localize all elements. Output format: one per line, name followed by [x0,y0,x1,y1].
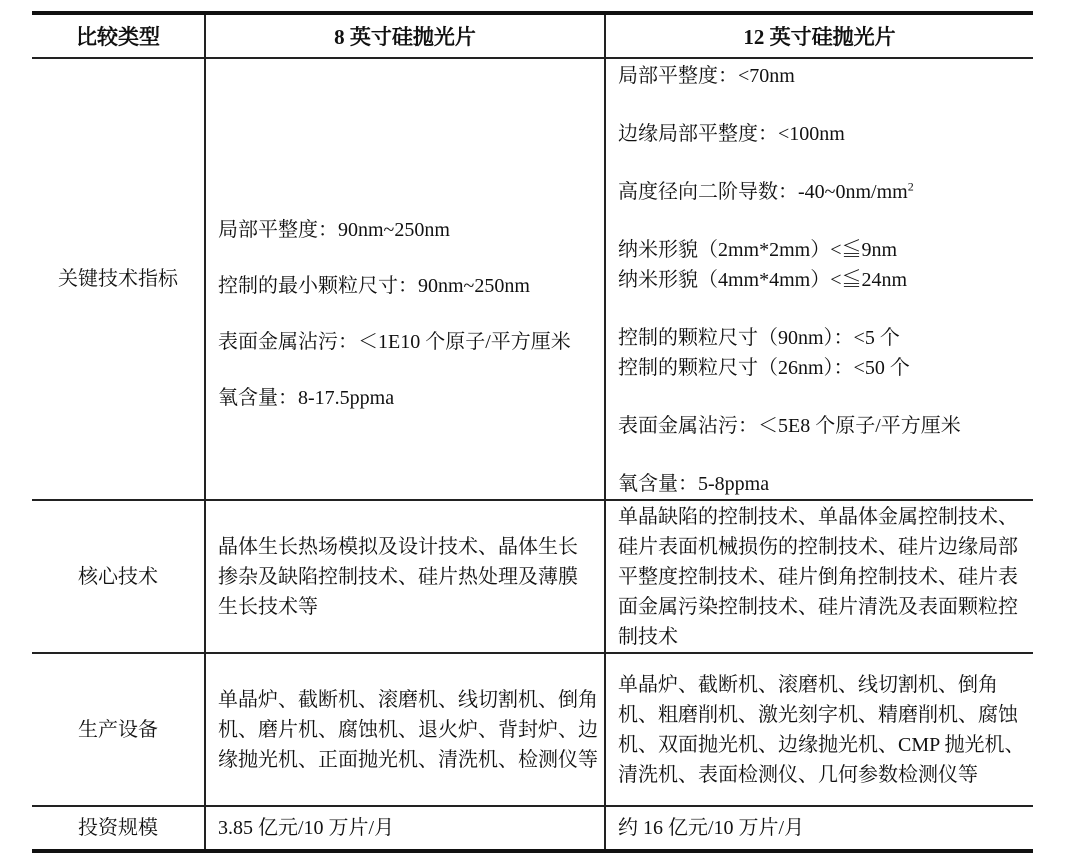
indicator-edge-flatness: 边缘局部平整度：<100nm [618,123,845,145]
row-investment-scale [32,806,1033,851]
category-key-tech-indicators: 关键技术指标 [32,58,205,500]
comparison-table [32,11,1033,853]
indicator-nano-topography-2mm: 纳米形貌（2mm*2mm）<≦9nm [618,239,898,261]
cell-12-inch-core-technology: 单晶缺陷的控制技术、单晶体金属控制技术、硅片表面机械损伤的控制技术、硅片边缘局部平整度控制技术、硅片倒角控制技术、硅片表面金属污染控制技术、硅片清洗及表面颗粒控制技术 [605,500,1033,653]
indicator-nano-topography-4mm: 纳米形貌（4mm*4mm）<≦24nm [618,269,908,291]
indicator-oxygen: 氧含量：8-17.5ppma [218,387,395,409]
category-core-technology: 核心技术 [32,500,205,653]
cell-12-inch-key-indicators [605,58,1033,500]
row-core-technology [32,500,1033,653]
row-production-equipment [32,653,1033,806]
indicator-flatness: 局部平整度：<70nm [618,65,795,87]
cell-8-inch-key-indicators [205,58,605,500]
indicator-min-particle: 控制的最小颗粒尺寸：90nm~250nm [218,275,530,297]
cell-12-inch-investment: 约 16 亿元/10 万片/月 [605,806,1033,851]
header-row [32,13,1033,58]
indicator-particle-90nm: 控制的颗粒尺寸（90nm）：<5 个 [618,327,900,349]
cell-12-inch-equipment: 单晶炉、截断机、滚磨机、线切割机、倒角机、粗磨削机、激光刻字机、精磨削机、腐蚀机、双面抛光机、边缘抛光机、CMP 抛光机、清洗机、表面检测仪、几何参数检测仪等 [605,653,1033,806]
cell-8-inch-core-technology: 晶体生长热场模拟及设计技术、晶体生长掺杂及缺陷控制技术、硅片热处理及薄膜生长技术等 [205,500,605,653]
indicator-metal-contamination: 表面金属沾污：＜1E10 个原子/平方厘米 [218,331,571,353]
indicator-oxygen: 氧含量：5-8ppma [618,473,770,495]
row-key-tech-indicators [32,58,1033,500]
header-comparison-type: 比较类型 [32,13,205,58]
category-investment-scale: 投资规模 [32,806,205,851]
cell-8-inch-investment: 3.85 亿元/10 万片/月 [205,806,605,851]
header-8-inch: 8 英寸硅抛光片 [205,13,605,58]
header-12-inch: 12 英寸硅抛光片 [605,13,1033,58]
cell-8-inch-equipment: 单晶炉、截断机、滚磨机、线切割机、倒角机、磨片机、腐蚀机、退火炉、背封炉、边缘抛光机、正面抛光机、清洗机、检测仪等 [205,653,605,806]
indicator-particle-26nm: 控制的颗粒尺寸（26nm）：<50 个 [618,357,910,379]
indicator-height-derivative: 高度径向二阶导数：$-40\sim 0nm/mm^2$ [618,179,914,203]
indicator-flatness: 局部平整度：90nm~250nm [218,219,450,241]
category-production-equipment: 生产设备 [32,653,205,806]
indicator-metal-contamination: 表面金属沾污：＜5E8 个原子/平方厘米 [618,415,961,437]
